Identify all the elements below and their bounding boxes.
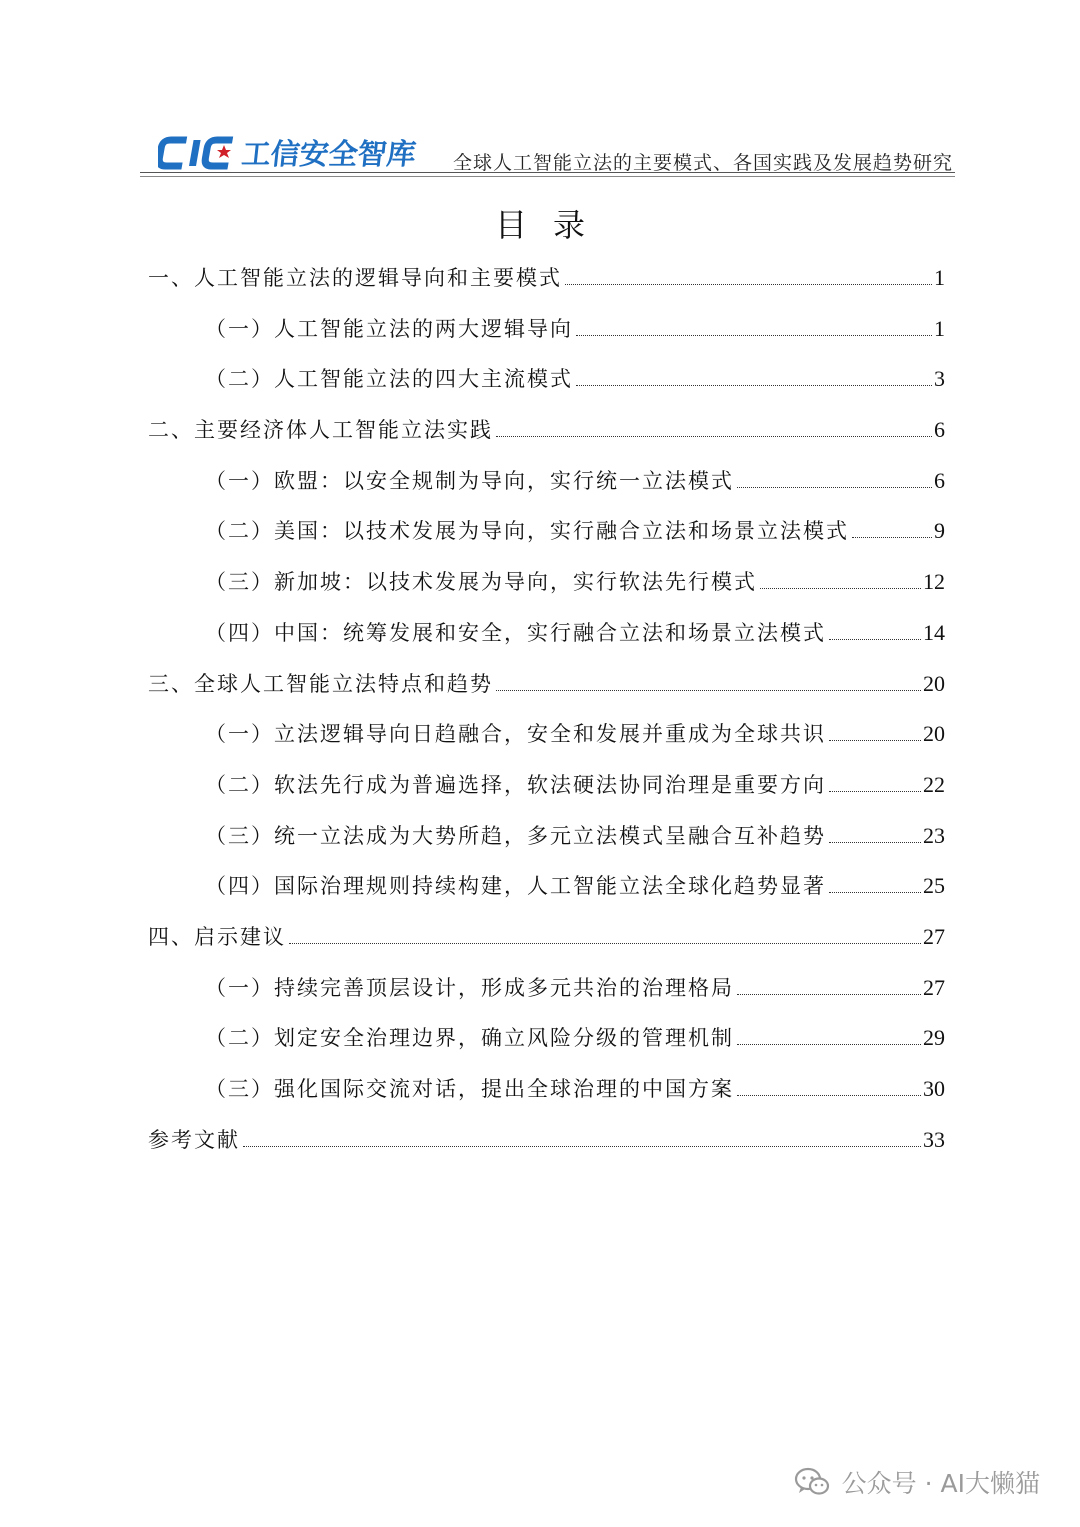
toc-entry[interactable] — [148, 718, 945, 769]
toc-entry-title: （二）软法先行成为普遍选择，软法硬法协同治理是重要方向 — [205, 772, 826, 797]
toc-entry-title: （一）人工智能立法的两大逻辑导向 — [205, 316, 573, 341]
toc-entry-title: （一）持续完善顶层设计，形成多元共治的治理格局 — [205, 975, 734, 1000]
toc-entry[interactable] — [148, 617, 945, 668]
toc-entry[interactable] — [148, 972, 945, 1023]
toc-entry-title: （三）新加坡：以技术发展为导向，实行软法先行模式 — [205, 570, 757, 595]
toc-dot-leader — [565, 284, 932, 285]
toc-entry[interactable] — [148, 313, 945, 364]
header-rule — [140, 172, 955, 173]
toc-entry-title: （二）美国：以技术发展为导向，实行融合立法和场景立法模式 — [205, 519, 849, 544]
toc-dot-leader — [829, 842, 921, 843]
toc-entry-page: 33 — [923, 1126, 945, 1152]
toc-entry-title: （一）欧盟：以安全规制为导向，实行统一立法模式 — [205, 468, 734, 493]
toc-title: 目录 — [494, 206, 611, 244]
toc-entry-title: 四、启示建议 — [148, 924, 286, 949]
toc-dot-leader — [852, 537, 932, 538]
table-of-contents — [148, 262, 945, 1174]
toc-entry[interactable] — [148, 870, 945, 921]
toc-entry[interactable] — [148, 414, 945, 465]
wechat-icon — [794, 1467, 830, 1497]
toc-entry-page: 27 — [923, 923, 945, 949]
toc-entry-page: 25 — [923, 873, 945, 899]
toc-entry-page: 29 — [923, 1025, 945, 1051]
toc-entry-title: 二、主要经济体人工智能立法实践 — [148, 418, 493, 443]
toc-entry-title: （二）人工智能立法的四大主流模式 — [205, 367, 573, 392]
toc-entry-page: 6 — [934, 417, 945, 443]
toc-entry[interactable] — [148, 262, 945, 313]
toc-entry-page: 1 — [934, 265, 945, 290]
toc-entry-title: （三）强化国际交流对话，提出全球治理的中国方案 — [205, 1077, 734, 1101]
toc-entry[interactable] — [148, 1022, 945, 1073]
toc-entry-title: （四）中国：统筹发展和安全，实行融合立法和场景立法模式 — [205, 620, 826, 645]
watermark-text: 公众号 · AI大懒猫 — [841, 1469, 1040, 1498]
toc-entry[interactable] — [148, 820, 945, 871]
toc-entry[interactable] — [148, 566, 945, 617]
toc-entry-page: 27 — [923, 974, 945, 1000]
toc-dot-leader — [760, 588, 921, 589]
watermark — [794, 1462, 1040, 1502]
toc-entry-page: 6 — [934, 467, 945, 493]
toc-dot-leader — [737, 487, 932, 488]
toc-entry-title: 三、全球人工智能立法特点和趋势 — [148, 671, 493, 696]
toc-entry-page: 23 — [923, 822, 945, 848]
cic-logo — [158, 132, 416, 172]
toc-dot-leader — [243, 1146, 921, 1147]
toc-entry-title: （三）统一立法成为大势所趋，多元立法模式呈融合互补趋势 — [205, 823, 826, 848]
toc-dot-leader — [496, 690, 921, 691]
toc-entry-page: 14 — [923, 619, 945, 645]
toc-entry-title: 一、人工智能立法的逻辑导向和主要模式 — [148, 266, 562, 290]
toc-dot-leader — [829, 892, 921, 893]
logo-text: 工信安全智库 — [240, 136, 418, 171]
toc-entry-title: 参考文献 — [148, 1127, 240, 1152]
toc-entry-title: （一）立法逻辑导向日趋融合，安全和发展并重成为全球共识 — [205, 722, 826, 747]
toc-entry-page: 20 — [923, 670, 945, 696]
toc-entry[interactable] — [148, 921, 945, 972]
toc-entry-page: 20 — [923, 721, 945, 747]
toc-entry[interactable] — [148, 1124, 945, 1175]
toc-entry-page: 22 — [923, 771, 945, 797]
page-header — [140, 128, 955, 174]
toc-entry[interactable] — [148, 465, 945, 516]
toc-dot-leader — [496, 436, 932, 437]
cic-logo-mark-icon — [158, 132, 240, 172]
toc-dot-leader — [737, 994, 921, 995]
toc-dot-leader — [829, 639, 921, 640]
toc-entry[interactable] — [148, 363, 945, 414]
toc-entry[interactable] — [148, 769, 945, 820]
toc-entry-page: 30 — [923, 1076, 945, 1101]
toc-dot-leader — [576, 385, 932, 386]
toc-entry-page: 3 — [934, 366, 945, 392]
toc-entry[interactable] — [148, 668, 945, 719]
toc-entry-page: 9 — [934, 518, 945, 544]
header-rule-thin — [140, 176, 955, 177]
toc-dot-leader — [737, 1095, 921, 1096]
toc-entry[interactable] — [148, 1073, 945, 1124]
toc-entry-title: （四）国际治理规则持续构建，人工智能立法全球化趋势显著 — [205, 874, 826, 899]
toc-dot-leader — [829, 791, 921, 792]
toc-dot-leader — [737, 1044, 921, 1045]
toc-entry-title: （二）划定安全治理边界，确立风险分级的管理机制 — [205, 1026, 734, 1051]
toc-entry-page: 12 — [923, 569, 945, 595]
header-doc-title: 全球人工智能立法的主要模式、各国实践及发展趋势研究 — [452, 152, 953, 174]
toc-dot-leader — [576, 335, 932, 336]
toc-entry[interactable] — [148, 515, 945, 566]
toc-dot-leader — [289, 943, 921, 944]
toc-dot-leader — [829, 740, 921, 741]
toc-entry-page: 1 — [934, 315, 945, 341]
